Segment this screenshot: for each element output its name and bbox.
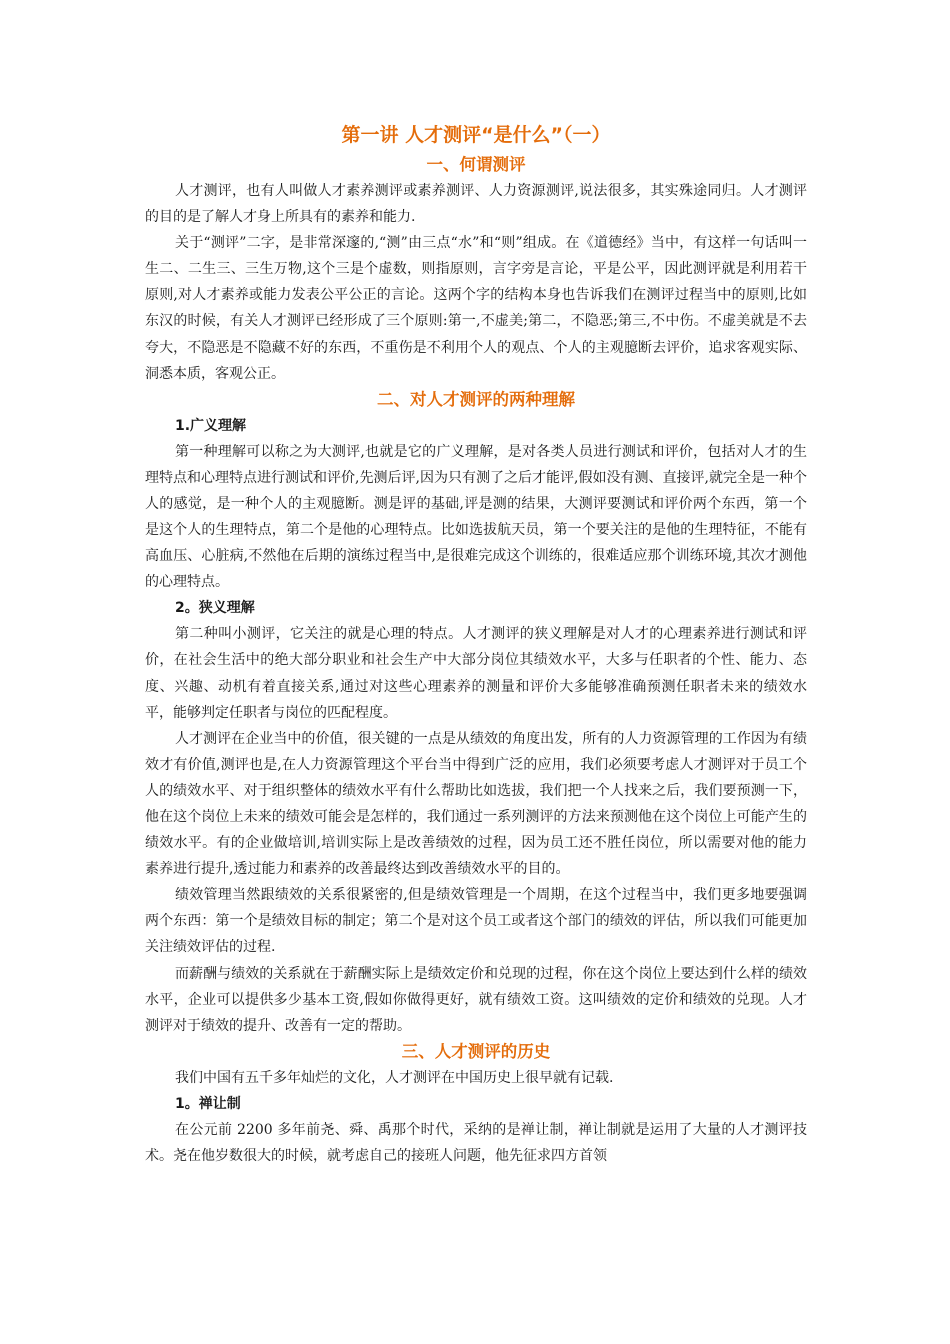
paragraph: 第一种理解可以称之为大测评,也就是它的广义理解，是对各类人员进行测试和评价，包括对人才的生理特点和心理特点进行测试和评价,先测后评,因为只有测了之后才能评,假如没有测、直接评,就完全是一种个人的感觉，是一种个人的主观臆断。测是评的基础,评是测的结果，大测评要测试和评价两个东西，第一个是这个人的生理特点，第二个是他的心理特点。比如选拔航天员，第一个要关注的是他的生理特征，不能有高血压、心脏病,不然他在后期的演练过程当中,是很难完成这个训练的，很难适应那个训练环境,其次才测他的心理特点。	[145, 443, 807, 591]
subsection-heading: 1.广义理解	[175, 417, 247, 434]
paragraph: 人才测评在企业当中的价值，很关键的一点是从绩效的角度出发，所有的人力资源管理的工作因为有绩效才有价值,测评也是,在人力资源管理这个平台当中得到广泛的应用，我们必须要考虑人才测评对于员工个人的绩效水平、对于组织整体的绩效水平有什么帮助比如选拔，我们把一个人找来之后，我们要预测一下，他在这个岗位上未来的绩效可能会是怎样的，我们通过一系列测评的方法来预测他在这个岗位上可能产生的绩效水平。有的企业做培训,培训实际上是改善绩效的过程，因为员工还不胜任岗位，所以需要对他的能力素养进行提升,透过能力和素养的改善最终达到改善绩效水平的目的。	[145, 730, 807, 878]
paragraph: 第二种叫小测评，它关注的就是心理的特点。人才测评的狭义理解是对人才的心理素养进行测试和评价，在社会生活中的绝大部分职业和社会生产中大部分岗位其绩效水平，大多与任职者的个性、能力、态度、兴趣、动机有着直接关系,通过对这些心理素养的测量和评价大多能够准确预测任职者未来的绩效水平，能够判定任职者与岗位的匹配程度。	[145, 626, 807, 721]
section-heading: 三、人才测评的历史	[401, 1041, 551, 1061]
subsection-heading: 1。禅让制	[175, 1095, 241, 1112]
paragraph: 绩效管理当然跟绩效的关系很紧密的,但是绩效管理是一个周期，在这个过程当中，我们更多地要强调两个东西：第一个是绩效目标的制定；第二个是对这个员工或者这个部门的绩效的评估，所以我们可能更加关注绩效评估的过程.	[145, 887, 807, 956]
paragraph: 而薪酬与绩效的关系就在于薪酬实际上是绩效定价和兑现的过程，你在这个岗位上要达到什么样的绩效水平，企业可以提供多少基本工资,假如你做得更好，就有绩效工资。这叫绩效的定价和绩效的兑现。人才测评对于绩效的提升、改善有一定的帮助。	[145, 965, 807, 1034]
subsection-heading: 2。狭义理解	[175, 600, 255, 617]
paragraph: 人才测评，也有人叫做人才素养测评或素养测评、人力资源测评,说法很多，其实殊途同归。人才测评的目的是了解人才身上所具有的素养和能力.	[145, 183, 807, 226]
section-heading: 一、何谓测评	[426, 155, 526, 174]
document-body	[145, 118, 807, 1169]
paragraph: 关于“测评”二字，是非常深邃的,“测”由三点“水”和“则”组成。在《道德经》当中，有这样一句话叫一生二、二生三、三生万物,这个三是个虚数，则指原则，言字旁是言论，平是公平，因此测评就是利用若干原则,对人才素养或能力发表公平公正的言论。这两个字的结构本身也告诉我们在测评过程当中的原则,比如东汉的时候，有关人才测评已经形成了三个原则:第一,不虚美;第二，不隐恶;第三,不中伤。不虚美就是不去夸大，不隐恶是不隐藏不好的东西，不重伤是不利用个人的观点、个人的主观臆断去评价，追求客观实际、洞悉本质，客观公正。	[145, 235, 807, 382]
document-title: 第一讲 人才测评“是什么”（一）	[341, 124, 611, 146]
paragraph: 我们中国有五千多年灿烂的文化，人才测评在中国历史上很早就有记载.	[175, 1069, 614, 1086]
section-heading: 二、对人才测评的两种理解	[377, 389, 575, 409]
paragraph: 在公元前 2200 多年前尧、舜、禹那个时代，采纳的是禅让制，禅让制就是运用了大量的人才测评技术。尧在他岁数很大的时候，就考虑自己的接班人问题，他先征求四方首领	[145, 1121, 807, 1164]
